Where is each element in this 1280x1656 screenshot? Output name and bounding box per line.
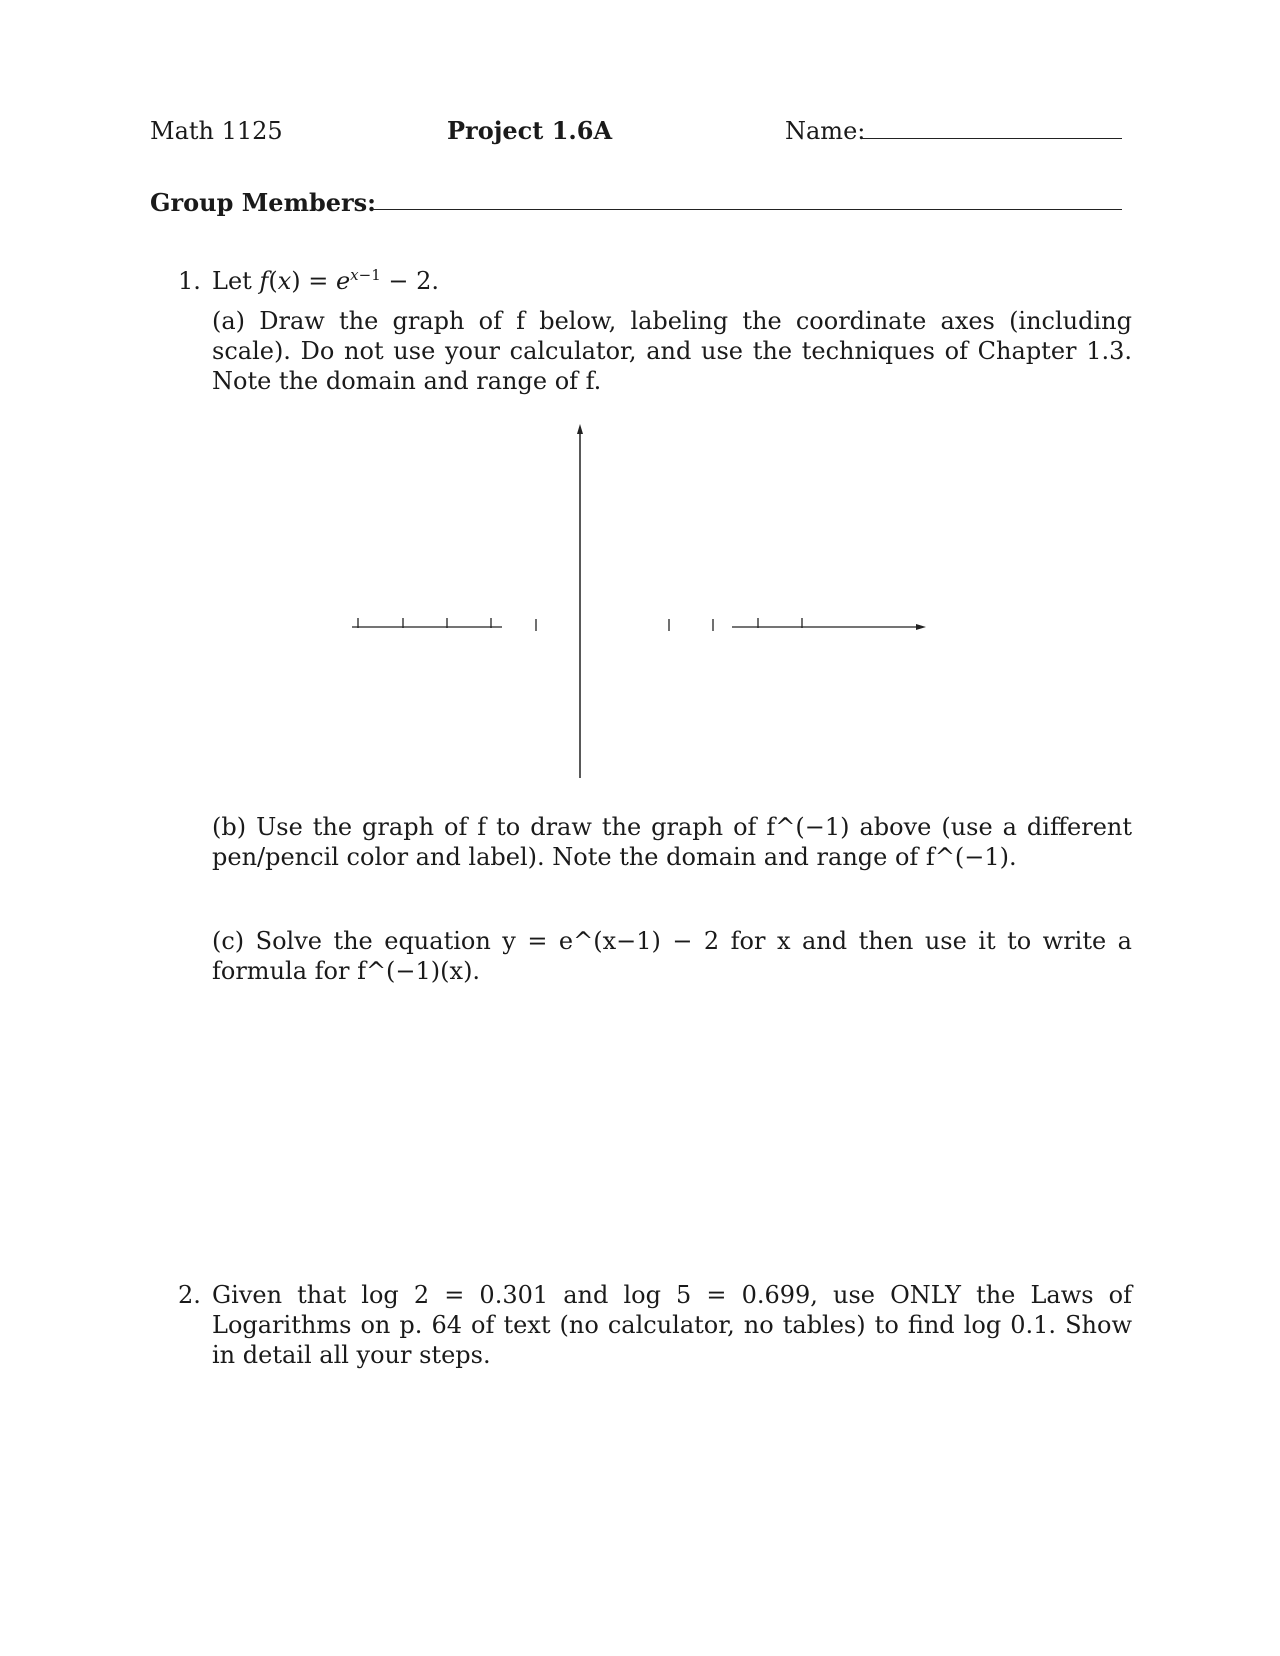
project-title: Project 1.6A [447, 116, 613, 145]
course-label: Math 1125 [150, 117, 283, 145]
question-1a-text: (a) Draw the graph of f below, labeling the coordinate axes (including scale). Do not use your calculator, and use the techniques of Chapter 1.3. Note the domain and range of f. [212, 307, 1132, 395]
question-2-text: Given that log 2 = 0.301 and log 5 = 0.699, use ONLY the Laws of Logarithms on p. 64 of text (no calculator, no tables) to find log 0.1. Show in detail all your steps. [212, 1281, 1132, 1369]
question-1-function: Let $f(x) = e^{x-1} - 2$. [212, 266, 440, 295]
group-members-label: Group Members: [150, 188, 377, 217]
question-1-number: 1. [178, 267, 201, 295]
question-2-number: 2. [178, 1281, 201, 1309]
question-1b-text: (b) Use the graph of f to draw the graph of f^(−1) above (use a different pen/pencil color and label). Note the domain and range of f^(−1). [212, 813, 1132, 871]
name-label: Name: [785, 117, 866, 145]
question-1c-text: (c) Solve the equation y = e^(x−1) − 2 for x and then use it to write a formula for f^(−1)(x). [212, 927, 1132, 985]
y-axis-arrow [577, 424, 583, 434]
x-axis-arrow [916, 624, 926, 630]
